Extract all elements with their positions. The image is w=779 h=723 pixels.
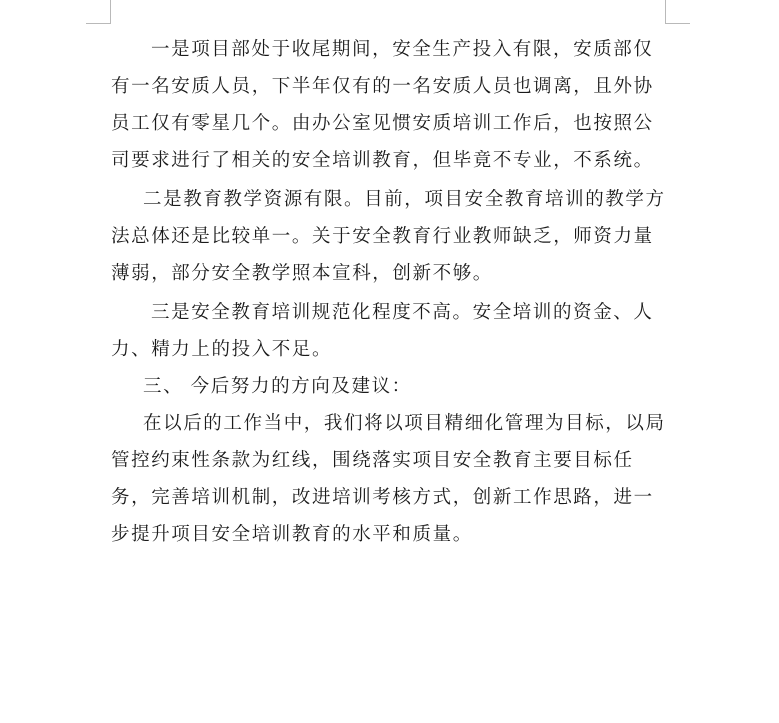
paragraph-3[interactable]: 三是安全教育培训规范化程度不高。安全培训的资金、人力、精力上的投入不足。 [111,302,654,360]
crop-mark-top-left [110,0,111,24]
paragraph-1[interactable]: 一是项目部处于收尾期间，安全生产投入有限，安质部仅有一名安质人员，下半年仅有的一名安质人员也调离，且外协员工仅有零星几个。由办公室见惯安质培训工作后，也按照公司要求进行了相关的安全培训教育，但毕竟不专业，不系统。 [111,39,654,171]
section-heading[interactable]: 三、 今后努力的方向及建议： [143,376,412,397]
document-body[interactable] [111,31,667,553]
crop-mark-top-right [665,0,666,24]
paragraph-5[interactable]: 在以后的工作当中，我们将以项目精细化管理为目标，以局管控约束性条款为红线，围绕落实项目安全教育主要目标任务，完善培训机制，改进培训考核方式，创新工作思路，进一步提升项目安全培训教育的水平和质量。 [111,413,666,545]
crop-mark-top-right [665,23,690,24]
crop-mark-top-left [86,23,111,24]
paragraph-2[interactable]: 二是教育教学资源有限。目前，项目安全教育培训的教学方法总体还是比较单一。关于安全教育行业教师缺乏，师资力量薄弱，部分安全教学照本宣科，创新不够。 [111,189,666,284]
